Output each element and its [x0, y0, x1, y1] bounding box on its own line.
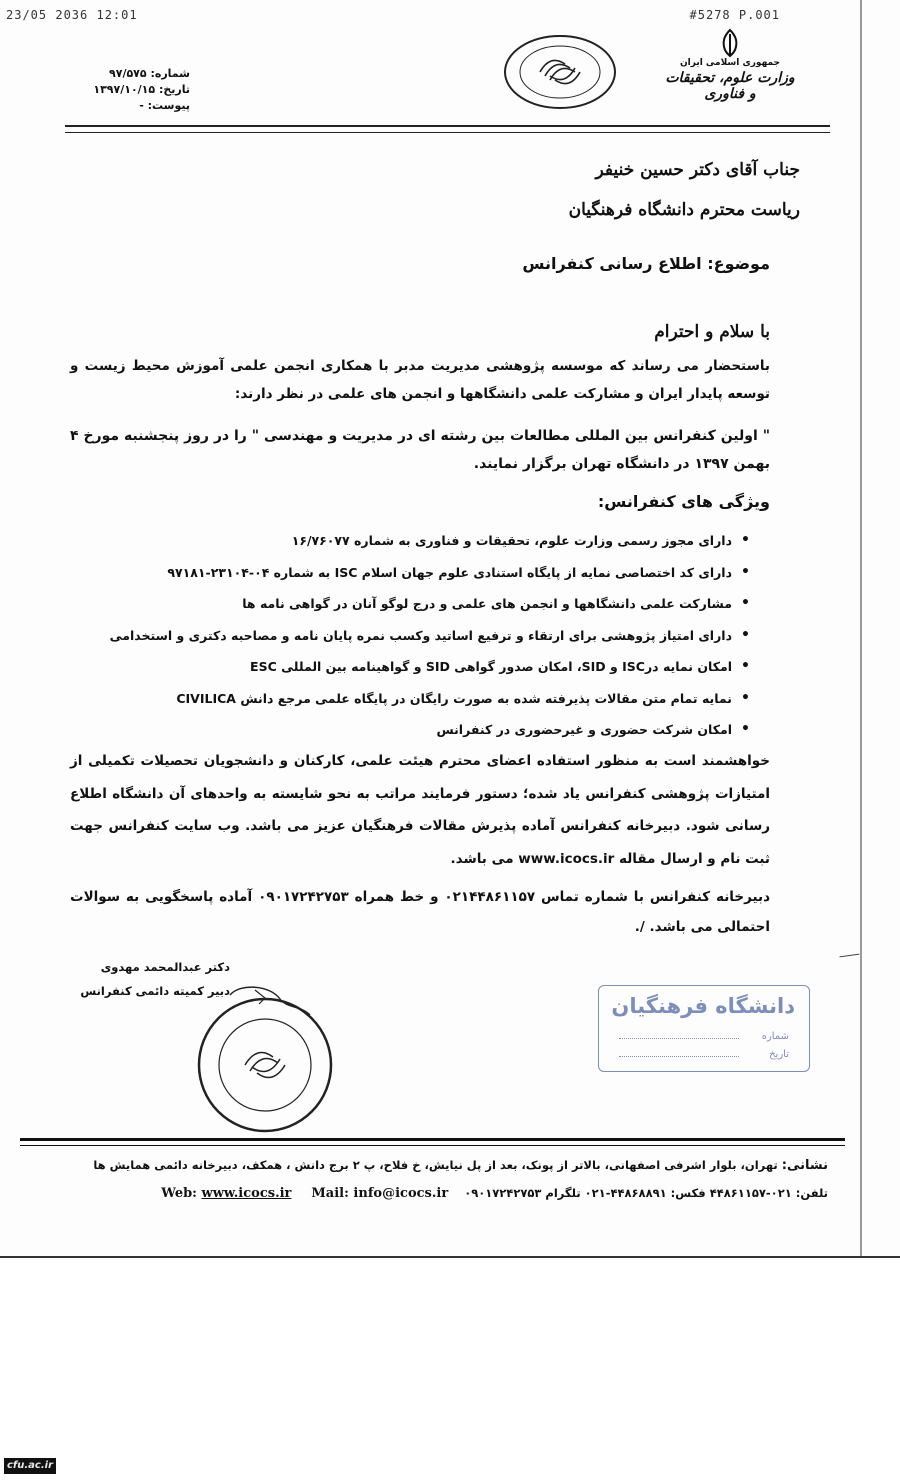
signatory-name: دکتر عبدالمحمد مهدوی	[100, 960, 230, 974]
signatory-role: دبیر کمیته دائمی کنفرانس	[80, 984, 230, 998]
footer-mail: Mail: info@icocs.ir	[311, 1186, 449, 1201]
footer-divider	[20, 1138, 845, 1141]
page-bottom-edge	[0, 1256, 900, 1258]
number-line	[619, 1038, 739, 1039]
institute-logo	[500, 32, 620, 112]
page-edge	[860, 0, 862, 1258]
letter-meta	[80, 66, 190, 114]
recipient-title: ریاست محترم دانشگاه فرهنگیان	[568, 200, 800, 220]
ministry-name: وزارت علوم، تحقیقات و فناوری	[665, 70, 795, 102]
list-item: • دارای کد اختصاصی نمایه از پایگاه استنادی علوم جهان اسلام ISC به شماره ۰۴-۲۳۱۰۴-۹۷۱۸۱	[72, 557, 732, 589]
list-item: • دارای امتیاز پژوهشی برای ارتقاء و ترفیع اساتید وکسب نمره پایان نامه و مصاحبه دکتری و استخدامی	[72, 620, 732, 652]
fax-datetime: 23/05 2036 12:01	[6, 8, 138, 22]
list-item: • امکان نمایه درISC و SID، امکان صدور گواهی SID و گواهینامه بین المللی ESC	[72, 651, 732, 683]
watermark-badge: cfu.ac.ir	[4, 1458, 56, 1474]
phone-numbers: ۰۲۱-۴۴۸۶۱۱۵۷ فکس: ۴۴۸۶۸۸۹۱-۰۲۱ تلگرام ۰۹۰۱۷۲۴۲۷۵۳	[464, 1186, 792, 1200]
date-line	[619, 1056, 739, 1057]
letter-date: تاریخ: ۱۳۹۷/۱۰/۱۵	[93, 83, 190, 96]
salutation: با سلام و احترام	[654, 322, 770, 342]
header-divider	[65, 125, 830, 127]
list-item: • نمایه تمام متن مقالات پذیرفته شده به صورت رایگان در پایگاه علمی مرجع دانش CIVILICA	[72, 683, 732, 715]
ministry-country: جمهوری اسلامی ایران	[679, 58, 781, 68]
list-item: • مشارکت علمی دانشگاهها و انجمن های علمی و درج لوگو آنان در گواهی نامه ها	[72, 588, 732, 620]
institute-round-stamp	[170, 985, 355, 1135]
list-item: • دارای مجوز رسمی وزارت علوم، تحقیقات و فناوری به شماره ۱۶/۷۶۰۷۷	[72, 525, 732, 557]
recipient-name: جناب آقای دکتر حسین خنیفر	[595, 160, 800, 180]
letter-number: شماره: ۹۷/۵۷۵	[109, 67, 190, 80]
footer-address	[88, 1158, 828, 1173]
university-receipt-stamp	[598, 985, 810, 1072]
web-label: Web:	[161, 1186, 197, 1201]
web-link[interactable]: www.icocs.ir	[201, 1186, 292, 1201]
university-stamp-number-label: شماره	[761, 1031, 789, 1042]
header-divider-thin	[65, 132, 830, 133]
phone-label: تلفن:	[795, 1186, 828, 1200]
footer-divider-thin	[20, 1145, 845, 1146]
contact-paragraph: دبیرخانه کنفرانس با شماره تماس ۰۲۱۴۴۸۶۱۱۵۷ و خط همراه ۰۹۰۱۷۲۴۲۷۵۳ آماده پاسخگویی به سوالات احتمالی می باشد. /.	[70, 889, 770, 935]
letter-subject: موضوع: اطلاع رسانی کنفرانس	[522, 254, 770, 273]
letter-attachment: پیوست: -	[139, 99, 190, 112]
iran-emblem-icon	[716, 28, 744, 58]
footer-web	[161, 1186, 291, 1201]
address-label: نشانی:	[781, 1158, 828, 1173]
university-stamp-title: دانشگاه فرهنگیان	[611, 994, 795, 1018]
request-paragraph: خواهشمند است به منظور استفاده اعضای محترم هیئت علمی، کارکنان و دانشجویان تحصیلات تکمیلی از امتیازات پژوهشی کنفرانس یاد شده؛ دستور فرمایند مراتب به نحو شایسته به واحدهای آن دانشگاه اطلاع رسانی شود. دبیرخانه کنفرانس آماده پذیرش مقالات فرهنگیان عزیز می باشد. وب سایت کنفرانس جهت ثبت نام و ارسال مقاله www.icocs.ir می باشد.	[70, 753, 770, 867]
list-item: • امکان شرکت حضوری و غیرحضوری در کنفرانس	[72, 714, 732, 746]
ministry-logo	[665, 28, 795, 118]
university-stamp-date-label: تاریخ	[769, 1049, 789, 1060]
intro-paragraph: باستحضار می رساند که موسسه پژوهشی مدیریت مدبر با همکاری انجمن علمی آموزش محیط زیست و توسعه پایدار ایران و مشارکت علمی دانشگاهها و انجمن های علمی در نظر دارند:	[70, 358, 770, 402]
features-heading: ویژگی های کنفرانس:	[597, 492, 770, 511]
features-list	[72, 525, 750, 746]
footer-contact	[88, 1186, 828, 1201]
pen-mark	[839, 954, 860, 966]
address-text: تهران، بلوار اشرفی اصفهانی، بالاتر از پونک، بعد از پل نیایش، خ فلاح، پ ۲ برج دانش ، همکف، دبیرخانه دائمی همایش ها	[93, 1158, 778, 1172]
conference-paragraph: " اولین کنفرانس بین المللی مطالعات بین رشته ای در مدیریت و مهندسی " را در روز پنجشنبه مورخ ۴ بهمن ۱۳۹۷ در دانشگاه تهران برگزار نمایند.	[70, 428, 770, 472]
fax-page-code: #5278 P.001	[689, 8, 780, 22]
